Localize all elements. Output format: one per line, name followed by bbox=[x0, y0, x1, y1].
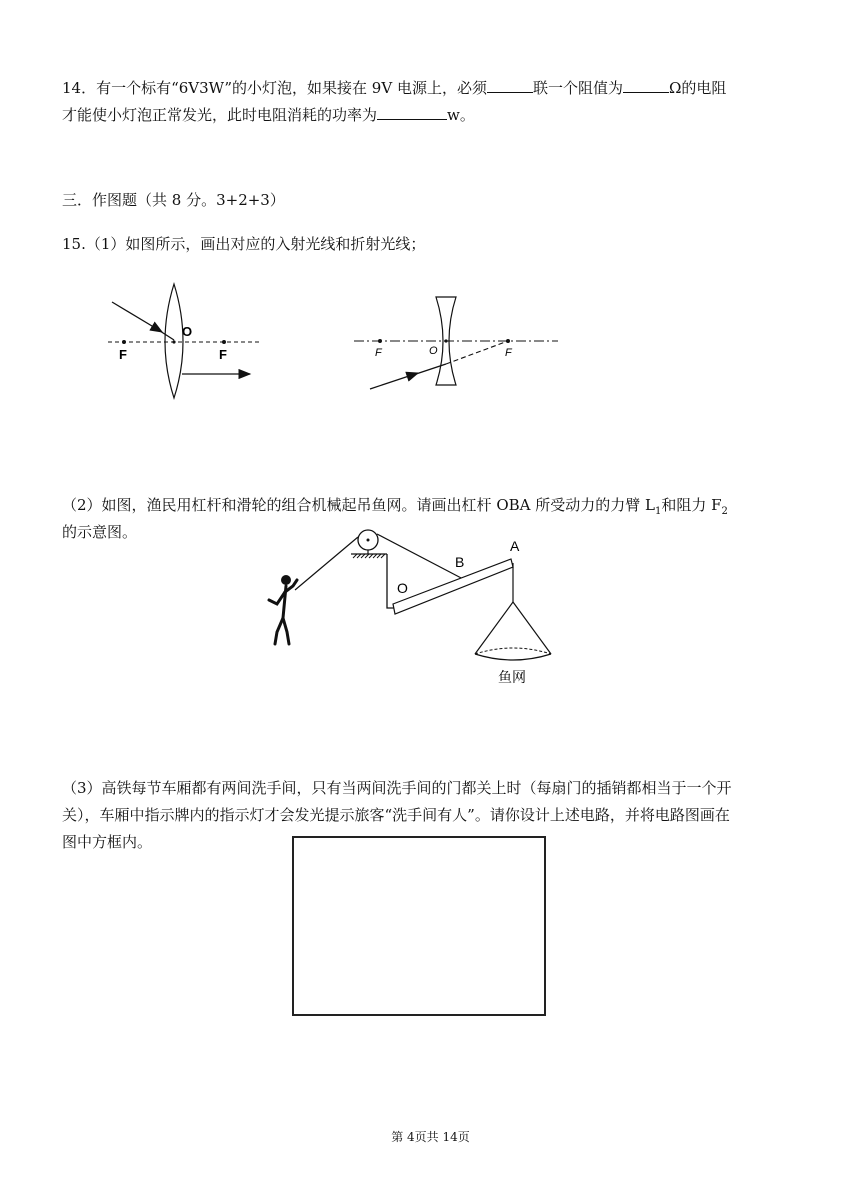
support-post bbox=[387, 554, 397, 608]
q14-blank-connection[interactable] bbox=[487, 77, 533, 93]
focus-point-right bbox=[222, 340, 226, 344]
net-side-left bbox=[475, 602, 513, 654]
label-f-right: F bbox=[505, 347, 512, 359]
label-net: 鱼网 bbox=[498, 669, 526, 685]
focus-point-left bbox=[122, 340, 126, 344]
q15-part2-text-a: （2）如图，渔民用杠杆和滑轮的组合机械起吊鱼网。请画出杠杆 OBA 所受动力的力臂 L bbox=[62, 496, 655, 514]
circuit-answer-box[interactable] bbox=[292, 836, 546, 1016]
incident-ray-extension bbox=[160, 331, 174, 340]
label-f-right: F bbox=[219, 347, 227, 362]
q15-part2-line1 bbox=[62, 495, 728, 522]
optical-center bbox=[172, 340, 175, 343]
q14-text-e: w。 bbox=[447, 106, 475, 124]
q14-blank-resistance[interactable] bbox=[623, 77, 669, 93]
subscript-1: 1 bbox=[654, 506, 662, 517]
focus-point-left bbox=[378, 339, 382, 343]
label-a: A bbox=[510, 538, 520, 554]
incident-ray bbox=[370, 373, 418, 389]
incident-ray-rest bbox=[416, 364, 446, 374]
q15-part3-line2: 关），车厢中指示牌内的指示灯才会发光提示旅客“洗手间有人”。请你设计上述电路，并将电路图画在 bbox=[62, 806, 730, 824]
extension-to-focus bbox=[446, 341, 508, 364]
q15-part3-line3: 图中方框内。 bbox=[62, 833, 153, 851]
net-side-right bbox=[513, 602, 551, 654]
lever-pulley-diagram[interactable] bbox=[255, 520, 575, 690]
label-f-left: F bbox=[119, 347, 127, 362]
q15-part2-text-b: 和阻力 F bbox=[661, 496, 722, 514]
q14-text-c: Ω的电阻 bbox=[668, 79, 727, 97]
optical-center bbox=[444, 339, 447, 342]
q15-part2-line2: 的示意图。 bbox=[62, 523, 138, 541]
lever-beam bbox=[393, 559, 513, 614]
subscript-2: 2 bbox=[721, 506, 728, 517]
label-f-left: F bbox=[375, 347, 382, 359]
q15-part1-text: 15.（1）如图所示，画出对应的入射光线和折射光线； bbox=[62, 235, 426, 253]
q14-text-a: 14．有一个标有“6V3W”的小灯泡，如果接在 9V 电源上，必须 bbox=[62, 79, 487, 97]
concave-lens-diagram[interactable] bbox=[352, 295, 562, 395]
pulley-center bbox=[367, 539, 370, 542]
incident-ray bbox=[112, 302, 162, 332]
q14-text-d: 才能使小灯泡正常发光，此时电阻消耗的功率为 bbox=[62, 106, 378, 124]
q14-line1 bbox=[62, 77, 726, 98]
page-number: 第 4页共 14页 bbox=[391, 1130, 470, 1144]
label-o: O bbox=[182, 324, 193, 339]
rope-to-b bbox=[377, 534, 465, 580]
section-3-heading: 三．作图题（共 8 分。3+2+3） bbox=[62, 191, 285, 209]
fisherman-figure bbox=[269, 575, 297, 644]
label-o: O bbox=[429, 345, 438, 357]
q15-part3-line1: （3）高铁每节车厢都有两间洗手间，只有当两间洗手间的门都关上时（每扇门的插销都相当于一个开 bbox=[62, 779, 732, 797]
q14-blank-power[interactable] bbox=[377, 104, 447, 120]
q14-line2 bbox=[62, 104, 475, 125]
focus-point-right bbox=[506, 339, 510, 343]
pull-rope bbox=[295, 537, 358, 590]
label-b: B bbox=[455, 554, 465, 570]
net-rim-back bbox=[475, 648, 551, 654]
convex-lens-diagram[interactable] bbox=[100, 280, 270, 405]
q14-text-b: 联一个阻值为 bbox=[532, 79, 623, 97]
label-o: O bbox=[397, 580, 408, 596]
net-rim-front bbox=[475, 654, 551, 660]
